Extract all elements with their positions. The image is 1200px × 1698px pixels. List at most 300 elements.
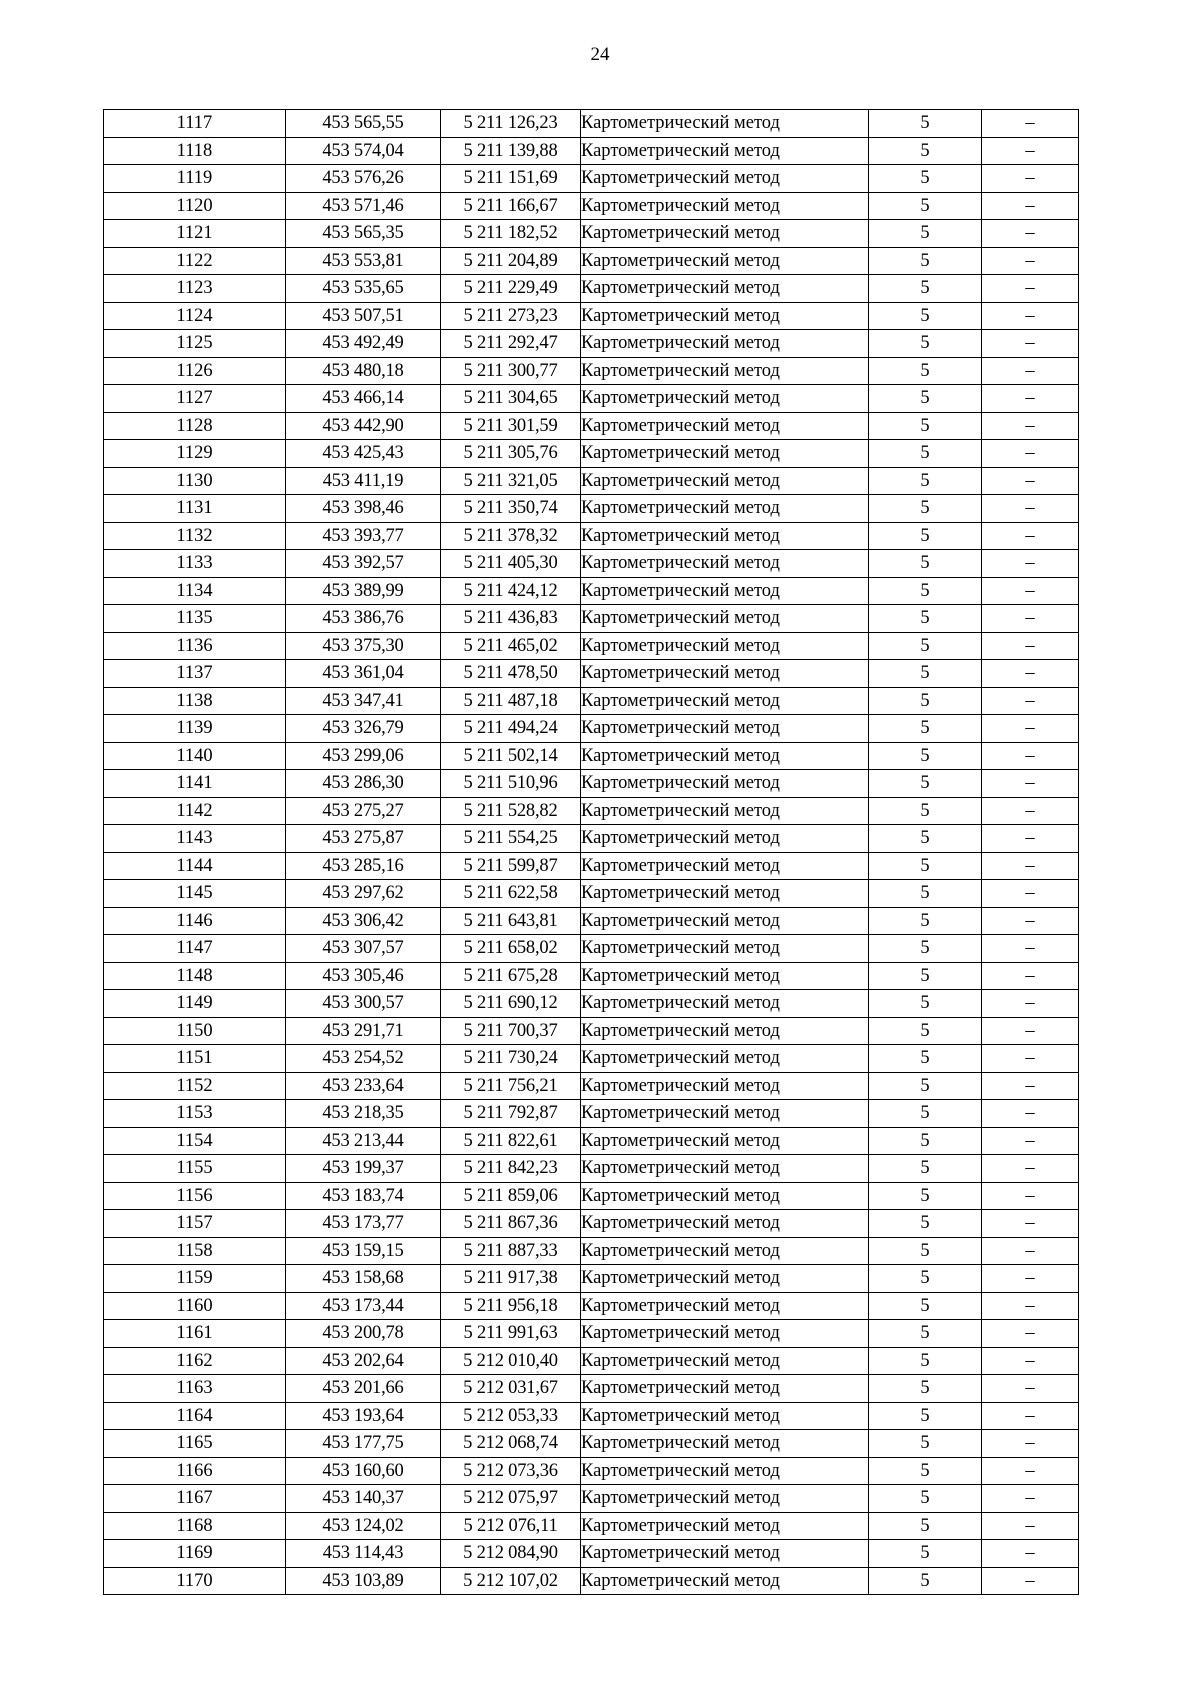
table-row [104, 1072, 1079, 1100]
y-coordinate-cell: 5 211 700,37 [441, 1017, 581, 1045]
accuracy-cell: 5 [869, 825, 982, 853]
description-cell: – [982, 1100, 1079, 1128]
y-coordinate-cell: 5 211 182,52 [441, 220, 581, 248]
point-number-cell: 1158 [104, 1237, 286, 1265]
method-cell: Картометрический метод [581, 1072, 869, 1100]
method-cell: Картометрический метод [581, 1512, 869, 1540]
y-coordinate-cell: 5 212 075,97 [441, 1485, 581, 1513]
table-row [104, 522, 1079, 550]
description-cell: – [982, 1457, 1079, 1485]
method-cell: Картометрический метод [581, 990, 869, 1018]
method-cell: Картометрический метод [581, 495, 869, 523]
point-number-cell: 1139 [104, 715, 286, 743]
method-cell: Картометрический метод [581, 715, 869, 743]
y-coordinate-cell: 5 212 053,33 [441, 1402, 581, 1430]
description-cell: – [982, 137, 1079, 165]
coordinates-table-body [104, 110, 1079, 1595]
y-coordinate-cell: 5 211 292,47 [441, 330, 581, 358]
x-coordinate-cell: 453 291,71 [286, 1017, 441, 1045]
point-number-cell: 1126 [104, 357, 286, 385]
accuracy-cell: 5 [869, 962, 982, 990]
description-cell: – [982, 605, 1079, 633]
table-row [104, 770, 1079, 798]
point-number-cell: 1140 [104, 742, 286, 770]
description-cell: – [982, 1512, 1079, 1540]
y-coordinate-cell: 5 211 321,05 [441, 467, 581, 495]
description-cell: – [982, 742, 1079, 770]
table-row [104, 137, 1079, 165]
method-cell: Картометрический метод [581, 1320, 869, 1348]
accuracy-cell: 5 [869, 1127, 982, 1155]
y-coordinate-cell: 5 211 487,18 [441, 687, 581, 715]
x-coordinate-cell: 453 275,87 [286, 825, 441, 853]
x-coordinate-cell: 453 299,06 [286, 742, 441, 770]
description-cell: – [982, 1567, 1079, 1595]
point-number-cell: 1122 [104, 247, 286, 275]
table-row [104, 632, 1079, 660]
point-number-cell: 1117 [104, 110, 286, 138]
point-number-cell: 1136 [104, 632, 286, 660]
x-coordinate-cell: 453 160,60 [286, 1457, 441, 1485]
description-cell: – [982, 852, 1079, 880]
table-row [104, 852, 1079, 880]
table-row [104, 742, 1079, 770]
description-cell: – [982, 1292, 1079, 1320]
coordinates-table [103, 109, 1079, 1595]
point-number-cell: 1162 [104, 1347, 286, 1375]
accuracy-cell: 5 [869, 275, 982, 303]
point-number-cell: 1133 [104, 550, 286, 578]
table-row [104, 605, 1079, 633]
accuracy-cell: 5 [869, 1375, 982, 1403]
y-coordinate-cell: 5 211 643,81 [441, 907, 581, 935]
table-row [104, 495, 1079, 523]
method-cell: Картометрический метод [581, 192, 869, 220]
point-number-cell: 1131 [104, 495, 286, 523]
y-coordinate-cell: 5 211 675,28 [441, 962, 581, 990]
accuracy-cell: 5 [869, 1182, 982, 1210]
x-coordinate-cell: 453 576,26 [286, 165, 441, 193]
y-coordinate-cell: 5 211 305,76 [441, 440, 581, 468]
description-cell: – [982, 687, 1079, 715]
method-cell: Картометрический метод [581, 412, 869, 440]
description-cell: – [982, 275, 1079, 303]
accuracy-cell: 5 [869, 385, 982, 413]
point-number-cell: 1121 [104, 220, 286, 248]
y-coordinate-cell: 5 211 730,24 [441, 1045, 581, 1073]
x-coordinate-cell: 453 297,62 [286, 880, 441, 908]
method-cell: Картометрический метод [581, 797, 869, 825]
description-cell: – [982, 935, 1079, 963]
description-cell: – [982, 1237, 1079, 1265]
point-number-cell: 1142 [104, 797, 286, 825]
description-cell: – [982, 1182, 1079, 1210]
method-cell: Картометрический метод [581, 1237, 869, 1265]
x-coordinate-cell: 453 326,79 [286, 715, 441, 743]
method-cell: Картометрический метод [581, 1485, 869, 1513]
point-number-cell: 1154 [104, 1127, 286, 1155]
x-coordinate-cell: 453 375,30 [286, 632, 441, 660]
point-number-cell: 1168 [104, 1512, 286, 1540]
y-coordinate-cell: 5 211 956,18 [441, 1292, 581, 1320]
table-row [104, 1155, 1079, 1183]
method-cell: Картометрический метод [581, 962, 869, 990]
method-cell: Картометрический метод [581, 605, 869, 633]
y-coordinate-cell: 5 211 756,21 [441, 1072, 581, 1100]
description-cell: – [982, 385, 1079, 413]
x-coordinate-cell: 453 392,57 [286, 550, 441, 578]
point-number-cell: 1166 [104, 1457, 286, 1485]
description-cell: – [982, 1430, 1079, 1458]
table-row [104, 1237, 1079, 1265]
point-number-cell: 1120 [104, 192, 286, 220]
y-coordinate-cell: 5 211 622,58 [441, 880, 581, 908]
table-row [104, 550, 1079, 578]
x-coordinate-cell: 453 114,43 [286, 1540, 441, 1568]
y-coordinate-cell: 5 211 510,96 [441, 770, 581, 798]
point-number-cell: 1128 [104, 412, 286, 440]
x-coordinate-cell: 453 177,75 [286, 1430, 441, 1458]
y-coordinate-cell: 5 212 107,02 [441, 1567, 581, 1595]
description-cell: – [982, 1320, 1079, 1348]
accuracy-cell: 5 [869, 605, 982, 633]
method-cell: Картометрический метод [581, 1100, 869, 1128]
accuracy-cell: 5 [869, 440, 982, 468]
accuracy-cell: 5 [869, 220, 982, 248]
method-cell: Картометрический метод [581, 1045, 869, 1073]
point-number-cell: 1165 [104, 1430, 286, 1458]
y-coordinate-cell: 5 211 842,23 [441, 1155, 581, 1183]
description-cell: – [982, 357, 1079, 385]
x-coordinate-cell: 453 201,66 [286, 1375, 441, 1403]
description-cell: – [982, 330, 1079, 358]
table-row [104, 110, 1079, 138]
method-cell: Картометрический метод [581, 302, 869, 330]
description-cell: – [982, 1375, 1079, 1403]
x-coordinate-cell: 453 425,43 [286, 440, 441, 468]
method-cell: Картометрический метод [581, 687, 869, 715]
table-row [104, 1127, 1079, 1155]
x-coordinate-cell: 453 393,77 [286, 522, 441, 550]
x-coordinate-cell: 453 300,57 [286, 990, 441, 1018]
method-cell: Картометрический метод [581, 1265, 869, 1293]
x-coordinate-cell: 453 202,64 [286, 1347, 441, 1375]
y-coordinate-cell: 5 212 068,74 [441, 1430, 581, 1458]
x-coordinate-cell: 453 361,04 [286, 660, 441, 688]
table-row [104, 1100, 1079, 1128]
method-cell: Картометрический метод [581, 935, 869, 963]
table-row [104, 880, 1079, 908]
accuracy-cell: 5 [869, 1320, 982, 1348]
point-number-cell: 1118 [104, 137, 286, 165]
point-number-cell: 1167 [104, 1485, 286, 1513]
method-cell: Картометрический метод [581, 220, 869, 248]
method-cell: Картометрический метод [581, 1540, 869, 1568]
table-row [104, 1512, 1079, 1540]
accuracy-cell: 5 [869, 495, 982, 523]
method-cell: Картометрический метод [581, 660, 869, 688]
accuracy-cell: 5 [869, 165, 982, 193]
description-cell: – [982, 247, 1079, 275]
method-cell: Картометрический метод [581, 1430, 869, 1458]
y-coordinate-cell: 5 211 126,23 [441, 110, 581, 138]
table-row [104, 1430, 1079, 1458]
table-row [104, 825, 1079, 853]
point-number-cell: 1170 [104, 1567, 286, 1595]
x-coordinate-cell: 453 254,52 [286, 1045, 441, 1073]
table-row [104, 990, 1079, 1018]
accuracy-cell: 5 [869, 990, 982, 1018]
point-number-cell: 1157 [104, 1210, 286, 1238]
y-coordinate-cell: 5 211 405,30 [441, 550, 581, 578]
description-cell: – [982, 797, 1079, 825]
accuracy-cell: 5 [869, 770, 982, 798]
y-coordinate-cell: 5 212 076,11 [441, 1512, 581, 1540]
accuracy-cell: 5 [869, 1430, 982, 1458]
y-coordinate-cell: 5 211 867,36 [441, 1210, 581, 1238]
point-number-cell: 1161 [104, 1320, 286, 1348]
description-cell: – [982, 1072, 1079, 1100]
description-cell: – [982, 467, 1079, 495]
point-number-cell: 1134 [104, 577, 286, 605]
accuracy-cell: 5 [869, 1540, 982, 1568]
y-coordinate-cell: 5 211 378,32 [441, 522, 581, 550]
accuracy-cell: 5 [869, 797, 982, 825]
accuracy-cell: 5 [869, 1292, 982, 1320]
y-coordinate-cell: 5 212 010,40 [441, 1347, 581, 1375]
description-cell: – [982, 715, 1079, 743]
point-number-cell: 1150 [104, 1017, 286, 1045]
accuracy-cell: 5 [869, 522, 982, 550]
accuracy-cell: 5 [869, 137, 982, 165]
point-number-cell: 1148 [104, 962, 286, 990]
x-coordinate-cell: 453 553,81 [286, 247, 441, 275]
description-cell: – [982, 1402, 1079, 1430]
accuracy-cell: 5 [869, 742, 982, 770]
y-coordinate-cell: 5 211 436,83 [441, 605, 581, 633]
point-number-cell: 1143 [104, 825, 286, 853]
description-cell: – [982, 302, 1079, 330]
accuracy-cell: 5 [869, 1567, 982, 1595]
method-cell: Картометрический метод [581, 275, 869, 303]
accuracy-cell: 5 [869, 330, 982, 358]
x-coordinate-cell: 453 200,78 [286, 1320, 441, 1348]
method-cell: Картометрический метод [581, 1182, 869, 1210]
x-coordinate-cell: 453 389,99 [286, 577, 441, 605]
description-cell: – [982, 770, 1079, 798]
x-coordinate-cell: 453 193,64 [286, 1402, 441, 1430]
y-coordinate-cell: 5 211 599,87 [441, 852, 581, 880]
point-number-cell: 1127 [104, 385, 286, 413]
point-number-cell: 1132 [104, 522, 286, 550]
method-cell: Картометрический метод [581, 467, 869, 495]
point-number-cell: 1146 [104, 907, 286, 935]
x-coordinate-cell: 453 233,64 [286, 1072, 441, 1100]
table-row [104, 1292, 1079, 1320]
method-cell: Картометрический метод [581, 440, 869, 468]
accuracy-cell: 5 [869, 1457, 982, 1485]
point-number-cell: 1144 [104, 852, 286, 880]
y-coordinate-cell: 5 212 073,36 [441, 1457, 581, 1485]
accuracy-cell: 5 [869, 577, 982, 605]
table-row [104, 1265, 1079, 1293]
method-cell: Картометрический метод [581, 907, 869, 935]
accuracy-cell: 5 [869, 247, 982, 275]
accuracy-cell: 5 [869, 852, 982, 880]
accuracy-cell: 5 [869, 1210, 982, 1238]
point-number-cell: 1164 [104, 1402, 286, 1430]
method-cell: Картометрический метод [581, 1017, 869, 1045]
accuracy-cell: 5 [869, 907, 982, 935]
y-coordinate-cell: 5 211 991,63 [441, 1320, 581, 1348]
table-row [104, 220, 1079, 248]
method-cell: Картометрический метод [581, 247, 869, 275]
x-coordinate-cell: 453 103,89 [286, 1567, 441, 1595]
x-coordinate-cell: 453 571,46 [286, 192, 441, 220]
x-coordinate-cell: 453 398,46 [286, 495, 441, 523]
description-cell: – [982, 1127, 1079, 1155]
point-number-cell: 1163 [104, 1375, 286, 1403]
point-number-cell: 1119 [104, 165, 286, 193]
y-coordinate-cell: 5 212 084,90 [441, 1540, 581, 1568]
accuracy-cell: 5 [869, 660, 982, 688]
point-number-cell: 1153 [104, 1100, 286, 1128]
accuracy-cell: 5 [869, 550, 982, 578]
y-coordinate-cell: 5 211 424,12 [441, 577, 581, 605]
method-cell: Картометрический метод [581, 742, 869, 770]
point-number-cell: 1129 [104, 440, 286, 468]
description-cell: – [982, 1045, 1079, 1073]
x-coordinate-cell: 453 158,68 [286, 1265, 441, 1293]
method-cell: Картометрический метод [581, 852, 869, 880]
method-cell: Картометрический метод [581, 1155, 869, 1183]
accuracy-cell: 5 [869, 110, 982, 138]
x-coordinate-cell: 453 159,15 [286, 1237, 441, 1265]
accuracy-cell: 5 [869, 1017, 982, 1045]
point-number-cell: 1145 [104, 880, 286, 908]
accuracy-cell: 5 [869, 935, 982, 963]
method-cell: Картометрический метод [581, 137, 869, 165]
x-coordinate-cell: 453 183,74 [286, 1182, 441, 1210]
description-cell: – [982, 440, 1079, 468]
method-cell: Картометрический метод [581, 110, 869, 138]
page-number: 24 [590, 44, 610, 65]
y-coordinate-cell: 5 211 887,33 [441, 1237, 581, 1265]
x-coordinate-cell: 453 173,44 [286, 1292, 441, 1320]
description-cell: – [982, 192, 1079, 220]
accuracy-cell: 5 [869, 687, 982, 715]
accuracy-cell: 5 [869, 632, 982, 660]
x-coordinate-cell: 453 411,19 [286, 467, 441, 495]
x-coordinate-cell: 453 347,41 [286, 687, 441, 715]
x-coordinate-cell: 453 140,37 [286, 1485, 441, 1513]
point-number-cell: 1135 [104, 605, 286, 633]
description-cell: – [982, 110, 1079, 138]
point-number-cell: 1149 [104, 990, 286, 1018]
table-row [104, 330, 1079, 358]
table-row [104, 385, 1079, 413]
table-row [104, 1457, 1079, 1485]
y-coordinate-cell: 5 212 031,67 [441, 1375, 581, 1403]
accuracy-cell: 5 [869, 357, 982, 385]
table-row [104, 1017, 1079, 1045]
table-row [104, 687, 1079, 715]
accuracy-cell: 5 [869, 715, 982, 743]
method-cell: Картометрический метод [581, 385, 869, 413]
table-row [104, 1402, 1079, 1430]
table-row [104, 797, 1079, 825]
method-cell: Картометрический метод [581, 165, 869, 193]
description-cell: – [982, 577, 1079, 605]
table-row [104, 715, 1079, 743]
y-coordinate-cell: 5 211 465,02 [441, 632, 581, 660]
description-cell: – [982, 1485, 1079, 1513]
x-coordinate-cell: 453 124,02 [286, 1512, 441, 1540]
table-row [104, 1045, 1079, 1073]
method-cell: Картометрический метод [581, 522, 869, 550]
point-number-cell: 1155 [104, 1155, 286, 1183]
method-cell: Картометрический метод [581, 1210, 869, 1238]
description-cell: – [982, 1540, 1079, 1568]
method-cell: Картометрический метод [581, 770, 869, 798]
point-number-cell: 1152 [104, 1072, 286, 1100]
method-cell: Картометрический метод [581, 577, 869, 605]
y-coordinate-cell: 5 211 494,24 [441, 715, 581, 743]
accuracy-cell: 5 [869, 1045, 982, 1073]
point-number-cell: 1137 [104, 660, 286, 688]
table-row [104, 1567, 1079, 1595]
x-coordinate-cell: 453 286,30 [286, 770, 441, 798]
x-coordinate-cell: 453 565,55 [286, 110, 441, 138]
x-coordinate-cell: 453 565,35 [286, 220, 441, 248]
y-coordinate-cell: 5 211 350,74 [441, 495, 581, 523]
table-row [104, 165, 1079, 193]
point-number-cell: 1138 [104, 687, 286, 715]
description-cell: – [982, 632, 1079, 660]
y-coordinate-cell: 5 211 139,88 [441, 137, 581, 165]
description-cell: – [982, 962, 1079, 990]
x-coordinate-cell: 453 480,18 [286, 357, 441, 385]
x-coordinate-cell: 453 275,27 [286, 797, 441, 825]
x-coordinate-cell: 453 218,35 [286, 1100, 441, 1128]
description-cell: – [982, 880, 1079, 908]
description-cell: – [982, 1265, 1079, 1293]
accuracy-cell: 5 [869, 1237, 982, 1265]
table-row [104, 935, 1079, 963]
description-cell: – [982, 165, 1079, 193]
x-coordinate-cell: 453 442,90 [286, 412, 441, 440]
table-row [104, 467, 1079, 495]
table-row [104, 247, 1079, 275]
method-cell: Картометрический метод [581, 632, 869, 660]
point-number-cell: 1130 [104, 467, 286, 495]
point-number-cell: 1156 [104, 1182, 286, 1210]
table-row [104, 412, 1079, 440]
point-number-cell: 1125 [104, 330, 286, 358]
x-coordinate-cell: 453 466,14 [286, 385, 441, 413]
description-cell: – [982, 1347, 1079, 1375]
y-coordinate-cell: 5 211 690,12 [441, 990, 581, 1018]
table-row [104, 357, 1079, 385]
description-cell: – [982, 907, 1079, 935]
y-coordinate-cell: 5 211 300,77 [441, 357, 581, 385]
table-row [104, 1540, 1079, 1568]
accuracy-cell: 5 [869, 880, 982, 908]
x-coordinate-cell: 453 199,37 [286, 1155, 441, 1183]
table-row [104, 192, 1079, 220]
description-cell: – [982, 550, 1079, 578]
description-cell: – [982, 660, 1079, 688]
